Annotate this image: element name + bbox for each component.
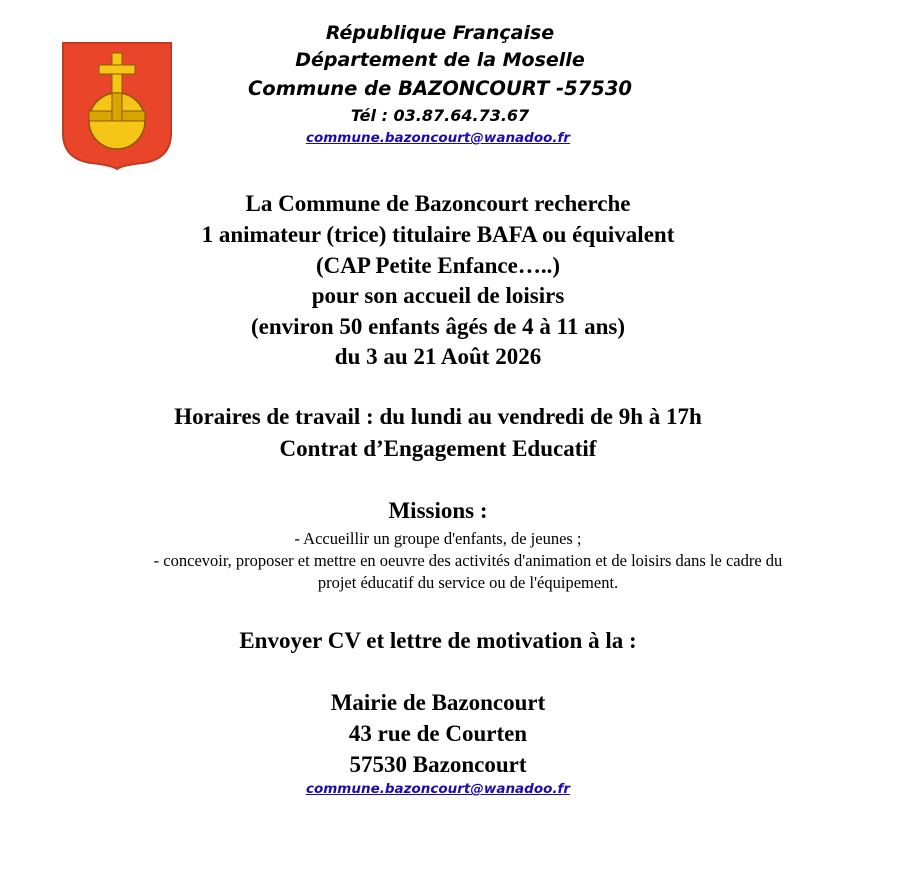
address-line-2: 43 rue de Courten: [348, 721, 528, 746]
announcement-line-3: (CAP Petite Enfance…..): [316, 253, 560, 278]
mission-item-1: - Accueillir un groupe d'enfants, de jeunes ;: [294, 529, 582, 548]
announcement-line-4: pour son accueil de loisirs: [311, 283, 565, 308]
announcement-line-5: (environ 50 enfants âgés de 4 à 11 ans): [251, 314, 625, 339]
republique-heading: République Française: [325, 22, 555, 44]
work-hours: Horaires de travail : du lundi au vendredi de 9h à 17h: [174, 404, 702, 429]
phone-number: Tél : 03.87.64.73.67: [350, 106, 530, 125]
announcement-line-2: 1 animateur (trice) titulaire BAFA ou équivalent: [201, 222, 675, 247]
missions-title: Missions :: [388, 498, 488, 523]
apply-instruction: Envoyer CV et lettre de motivation à la :: [239, 628, 637, 653]
footer-email-link[interactable]: commune.bazoncourt@wanadoo.fr: [305, 781, 571, 797]
mission-item-2-line-1: - concevoir, proposer et mettre en oeuvre des activités d'animation et de loisirs dans le cadre du: [153, 551, 783, 570]
commune-heading: Commune de BAZONCOURT -57530: [248, 77, 632, 100]
announcement-line-1: La Commune de Bazoncourt recherche: [245, 191, 631, 216]
departement-heading: Département de la Moselle: [295, 49, 585, 71]
address-line-1: Mairie de Bazoncourt: [330, 690, 546, 715]
announcement-line-6: du 3 au 21 Août 2026: [334, 344, 542, 369]
contract-type: Contrat d’Engagement Educatif: [279, 436, 597, 461]
mission-item-2-line-2: projet éducatif du service ou de l'équipement.: [317, 573, 619, 592]
header-email-link[interactable]: commune.bazoncourt@wanadoo.fr: [305, 130, 571, 146]
address-line-3: 57530 Bazoncourt: [349, 752, 527, 777]
